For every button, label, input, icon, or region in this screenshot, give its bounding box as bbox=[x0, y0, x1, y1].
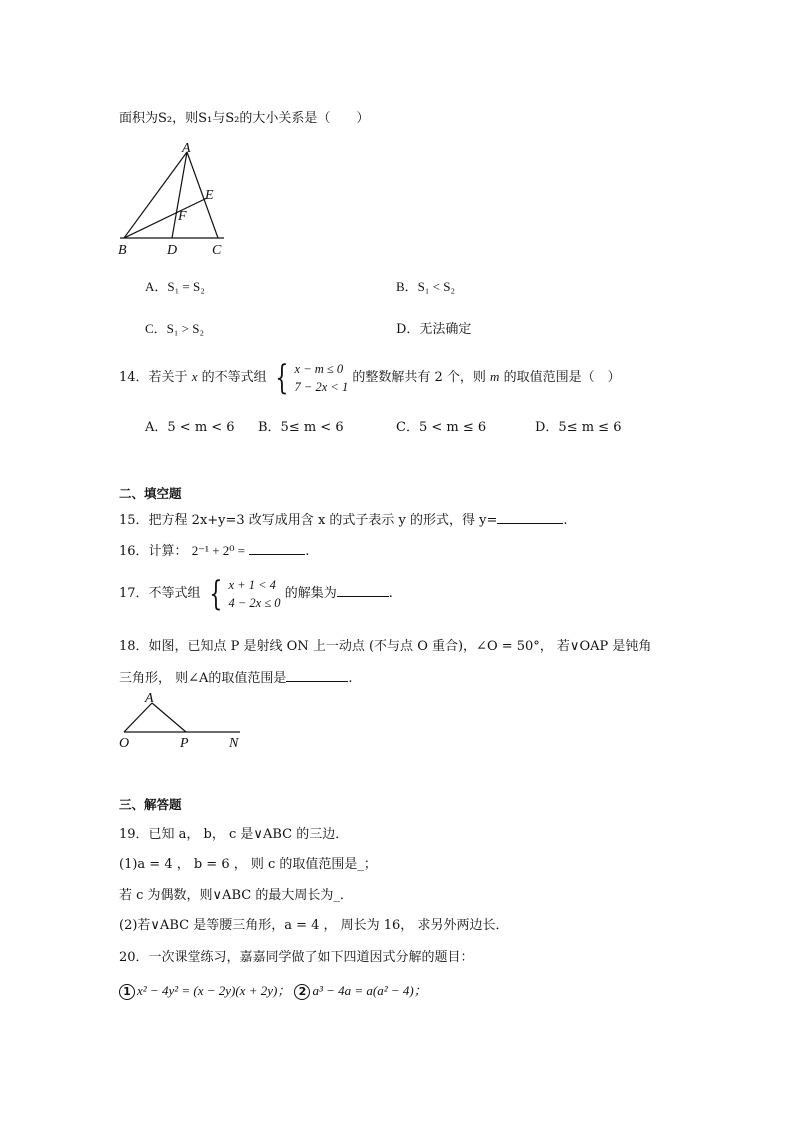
q19-line2: (1)a = 4 ， b = 6 ， 则 c 的取值范围是_； bbox=[119, 857, 377, 872]
q17-end: . bbox=[388, 586, 393, 601]
q20-eq2: a³ − 4a = a(a² − 4)； bbox=[312, 983, 427, 998]
q14-sys1: x − m ≤ 0 bbox=[294, 361, 344, 376]
q18-blank[interactable] bbox=[286, 669, 348, 682]
q17-question bbox=[119, 572, 393, 616]
label-A: A bbox=[182, 141, 191, 156]
q14-mid: 的不等式组 bbox=[201, 370, 267, 385]
q17-post: 的解集为 bbox=[284, 586, 337, 601]
q14-option-c[interactable]: C．5 < m ≤ 6 bbox=[396, 420, 487, 435]
q15-text: 15．把方程 2x+y=3 改写成用含 x 的式子表示 y 的形式，得 y= bbox=[119, 513, 498, 528]
q18-ray-figure bbox=[112, 688, 247, 750]
q13-intro: 面积为S₂，则S₁与S₂的大小关系是（ ） bbox=[119, 111, 370, 126]
q19-line3: 若 c 为偶数，则∨ABC 的最大周长为_． bbox=[119, 888, 353, 903]
q19-line1: 19．已知 a， b， c 是∨ABC 的三边． bbox=[119, 827, 349, 842]
q14-var-m: m bbox=[490, 369, 500, 384]
q14-system bbox=[295, 360, 349, 396]
q14-option-b[interactable]: B．5≤ m < 6 bbox=[258, 420, 344, 435]
q16-question bbox=[119, 540, 309, 559]
q13-option-c[interactable]: C．S₁ > S₂ bbox=[145, 321, 205, 336]
q16-expr: 2⁻¹ + 2⁰ = bbox=[191, 543, 246, 558]
circled-number-1: 1 bbox=[119, 984, 135, 1000]
label-O: O bbox=[119, 736, 130, 750]
q19-line4: (2)若∨ABC 是等腰三角形，a = 4 ， 周长为 16， 求另外两边长． bbox=[119, 918, 509, 933]
q14-option-a[interactable]: A．5 < m < 6 bbox=[145, 420, 235, 435]
q16-end: . bbox=[305, 544, 310, 559]
label-B: B bbox=[118, 243, 127, 258]
section-solve: 三、解答题 bbox=[119, 797, 182, 812]
q14-pre: 14．若关于 bbox=[119, 370, 188, 385]
q18-end: . bbox=[348, 671, 353, 686]
q16-blank[interactable] bbox=[249, 542, 305, 555]
label-A2: A bbox=[145, 691, 154, 706]
q13-triangle-figure bbox=[112, 140, 237, 262]
q20-line2 bbox=[119, 980, 427, 1000]
q17-pre: 17．不等式组 bbox=[119, 586, 201, 601]
q18-line2-wrap bbox=[119, 667, 353, 686]
q14-sys2: 7 − 2x < 1 bbox=[294, 379, 349, 394]
q14-option-d[interactable]: D．5≤ m ≤ 6 bbox=[535, 420, 622, 435]
q17-sys1: x + 1 < 4 bbox=[228, 577, 276, 592]
q13-option-b[interactable]: B．S₁ < S₂ bbox=[396, 279, 456, 294]
q17-sys2: 4 − 2x ≤ 0 bbox=[228, 595, 281, 610]
q14-post: 的整数解共有 2 个，则 bbox=[352, 370, 486, 385]
label-D: D bbox=[167, 243, 178, 258]
q14-var-x: x bbox=[191, 369, 198, 384]
label-E: E bbox=[205, 188, 214, 203]
q16-pre: 16．计算： bbox=[119, 544, 188, 559]
label-N: N bbox=[229, 736, 239, 750]
q15-question bbox=[119, 509, 568, 528]
q15-blank[interactable] bbox=[497, 511, 563, 524]
q17-brace: { bbox=[209, 573, 222, 614]
q14-question bbox=[119, 355, 621, 399]
q13-option-d[interactable]: D．无法确定 bbox=[396, 322, 472, 337]
q14-end: 的取值范围是（ ） bbox=[503, 370, 621, 385]
q18-line2: 三角形， 则∠A的取值范围是 bbox=[119, 671, 287, 686]
label-F: F bbox=[178, 209, 187, 224]
q15-end: . bbox=[563, 513, 568, 528]
q20-eq1: x² − 4y² = (x − 2y)(x + 2y)； bbox=[137, 983, 291, 998]
circled-number-2: 2 bbox=[294, 984, 310, 1000]
q17-system bbox=[228, 576, 280, 612]
label-P: P bbox=[180, 736, 189, 750]
q14-brace: { bbox=[275, 357, 289, 398]
q13-option-a[interactable]: A．S₁ = S₂ bbox=[145, 279, 205, 294]
q17-blank[interactable] bbox=[337, 584, 389, 597]
section-fill-in: 二、填空题 bbox=[119, 486, 182, 501]
q20-line1: 20．一次课堂练习，嘉嘉同学做了如下四道因式分解的题目： bbox=[119, 950, 474, 965]
q18-line1: 18．如图，已知点 P 是射线 ON 上一动点 (不与点 O 重合)，∠O = 50°， 若∨OAP 是钝角 bbox=[119, 639, 652, 654]
label-C: C bbox=[212, 243, 222, 258]
